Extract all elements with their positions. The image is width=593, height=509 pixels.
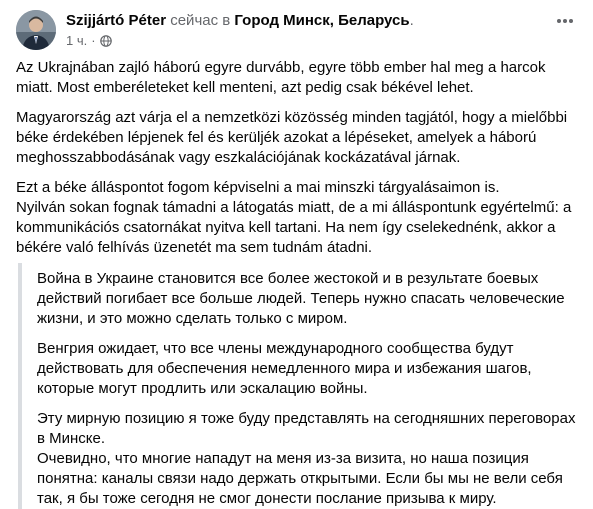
globe-icon[interactable]: [100, 35, 112, 47]
post-paragraph: Ezt a béke álláspontot fogom képviselni a mai minszki tárgyalásaimon is. Nyilván sokan fognak támadni a látogatás miatt, de a mi álláspontunk egyértelmű: a kommunikációs csatornákat nyitva kell tartani. Ha nem így cselekednénk, akkor a békére való felhívás üzenetét ma sem tudnám átadni.: [16, 179, 572, 256]
post-text: [16, 58, 581, 268]
author-name[interactable]: Szijjártó Péter: [66, 12, 167, 29]
more-icon: [556, 18, 574, 24]
post-header: [16, 9, 577, 53]
checkin-place[interactable]: Город Минск, Беларусь: [234, 12, 410, 29]
author-avatar[interactable]: [16, 10, 56, 50]
post-timestamp[interactable]: 1 ч.: [66, 33, 88, 48]
post-paragraph: Az Ukrajnában zajló háború egyre durvább, egyre több ember hal meg a harcok miatt. Most emberéleteket kell menteni, azt pedig csak békével lehet.: [16, 59, 546, 96]
more-options-button[interactable]: [553, 9, 577, 33]
checkin-status: сейчас в: [170, 12, 231, 29]
place-suffix: .: [409, 12, 414, 29]
quote-paragraph: Венгрия ожидает, что все члены международного сообщества будут действовать для обеспечения немедленного мира и избежания шагов, которые могут продлить или эскалацию войны.: [37, 340, 532, 397]
quote-paragraph: Война в Украине становится все более жестокой и в результате боевых действий погибает все больше людей. Теперь нужно спасать человеческие жизни, и это можно сделать только с миром.: [37, 270, 565, 327]
quote-paragraph: Эту мирную позицию я тоже буду представлять на сегодняшних переговорах в Минске. Очевидно, что многие нападут на меня из-за визита, но наша позиция понятна: каналы связи надо держать открытыми. Если бы мы не вели себя так, я бы тоже сегодня не смог донести послание призыва к миру.: [37, 410, 576, 507]
post-title-line: [66, 11, 547, 30]
post-paragraph: Magyarország azt várja el a nemzetközi közösség minden tagjától, hogy a mielőbbi béke érdekében lépjenek fel és kerüljék azokat a lépéseket, amelyek a háború meghosszabbodásának vagy eszkalációjának kockázatával járnak.: [16, 109, 568, 166]
meta-separator: ·: [91, 33, 96, 48]
avatar-photo-icon: [16, 10, 56, 50]
post-subtitle-line: [66, 33, 547, 49]
post-meta: [66, 11, 547, 49]
translation-quote: [18, 263, 581, 509]
